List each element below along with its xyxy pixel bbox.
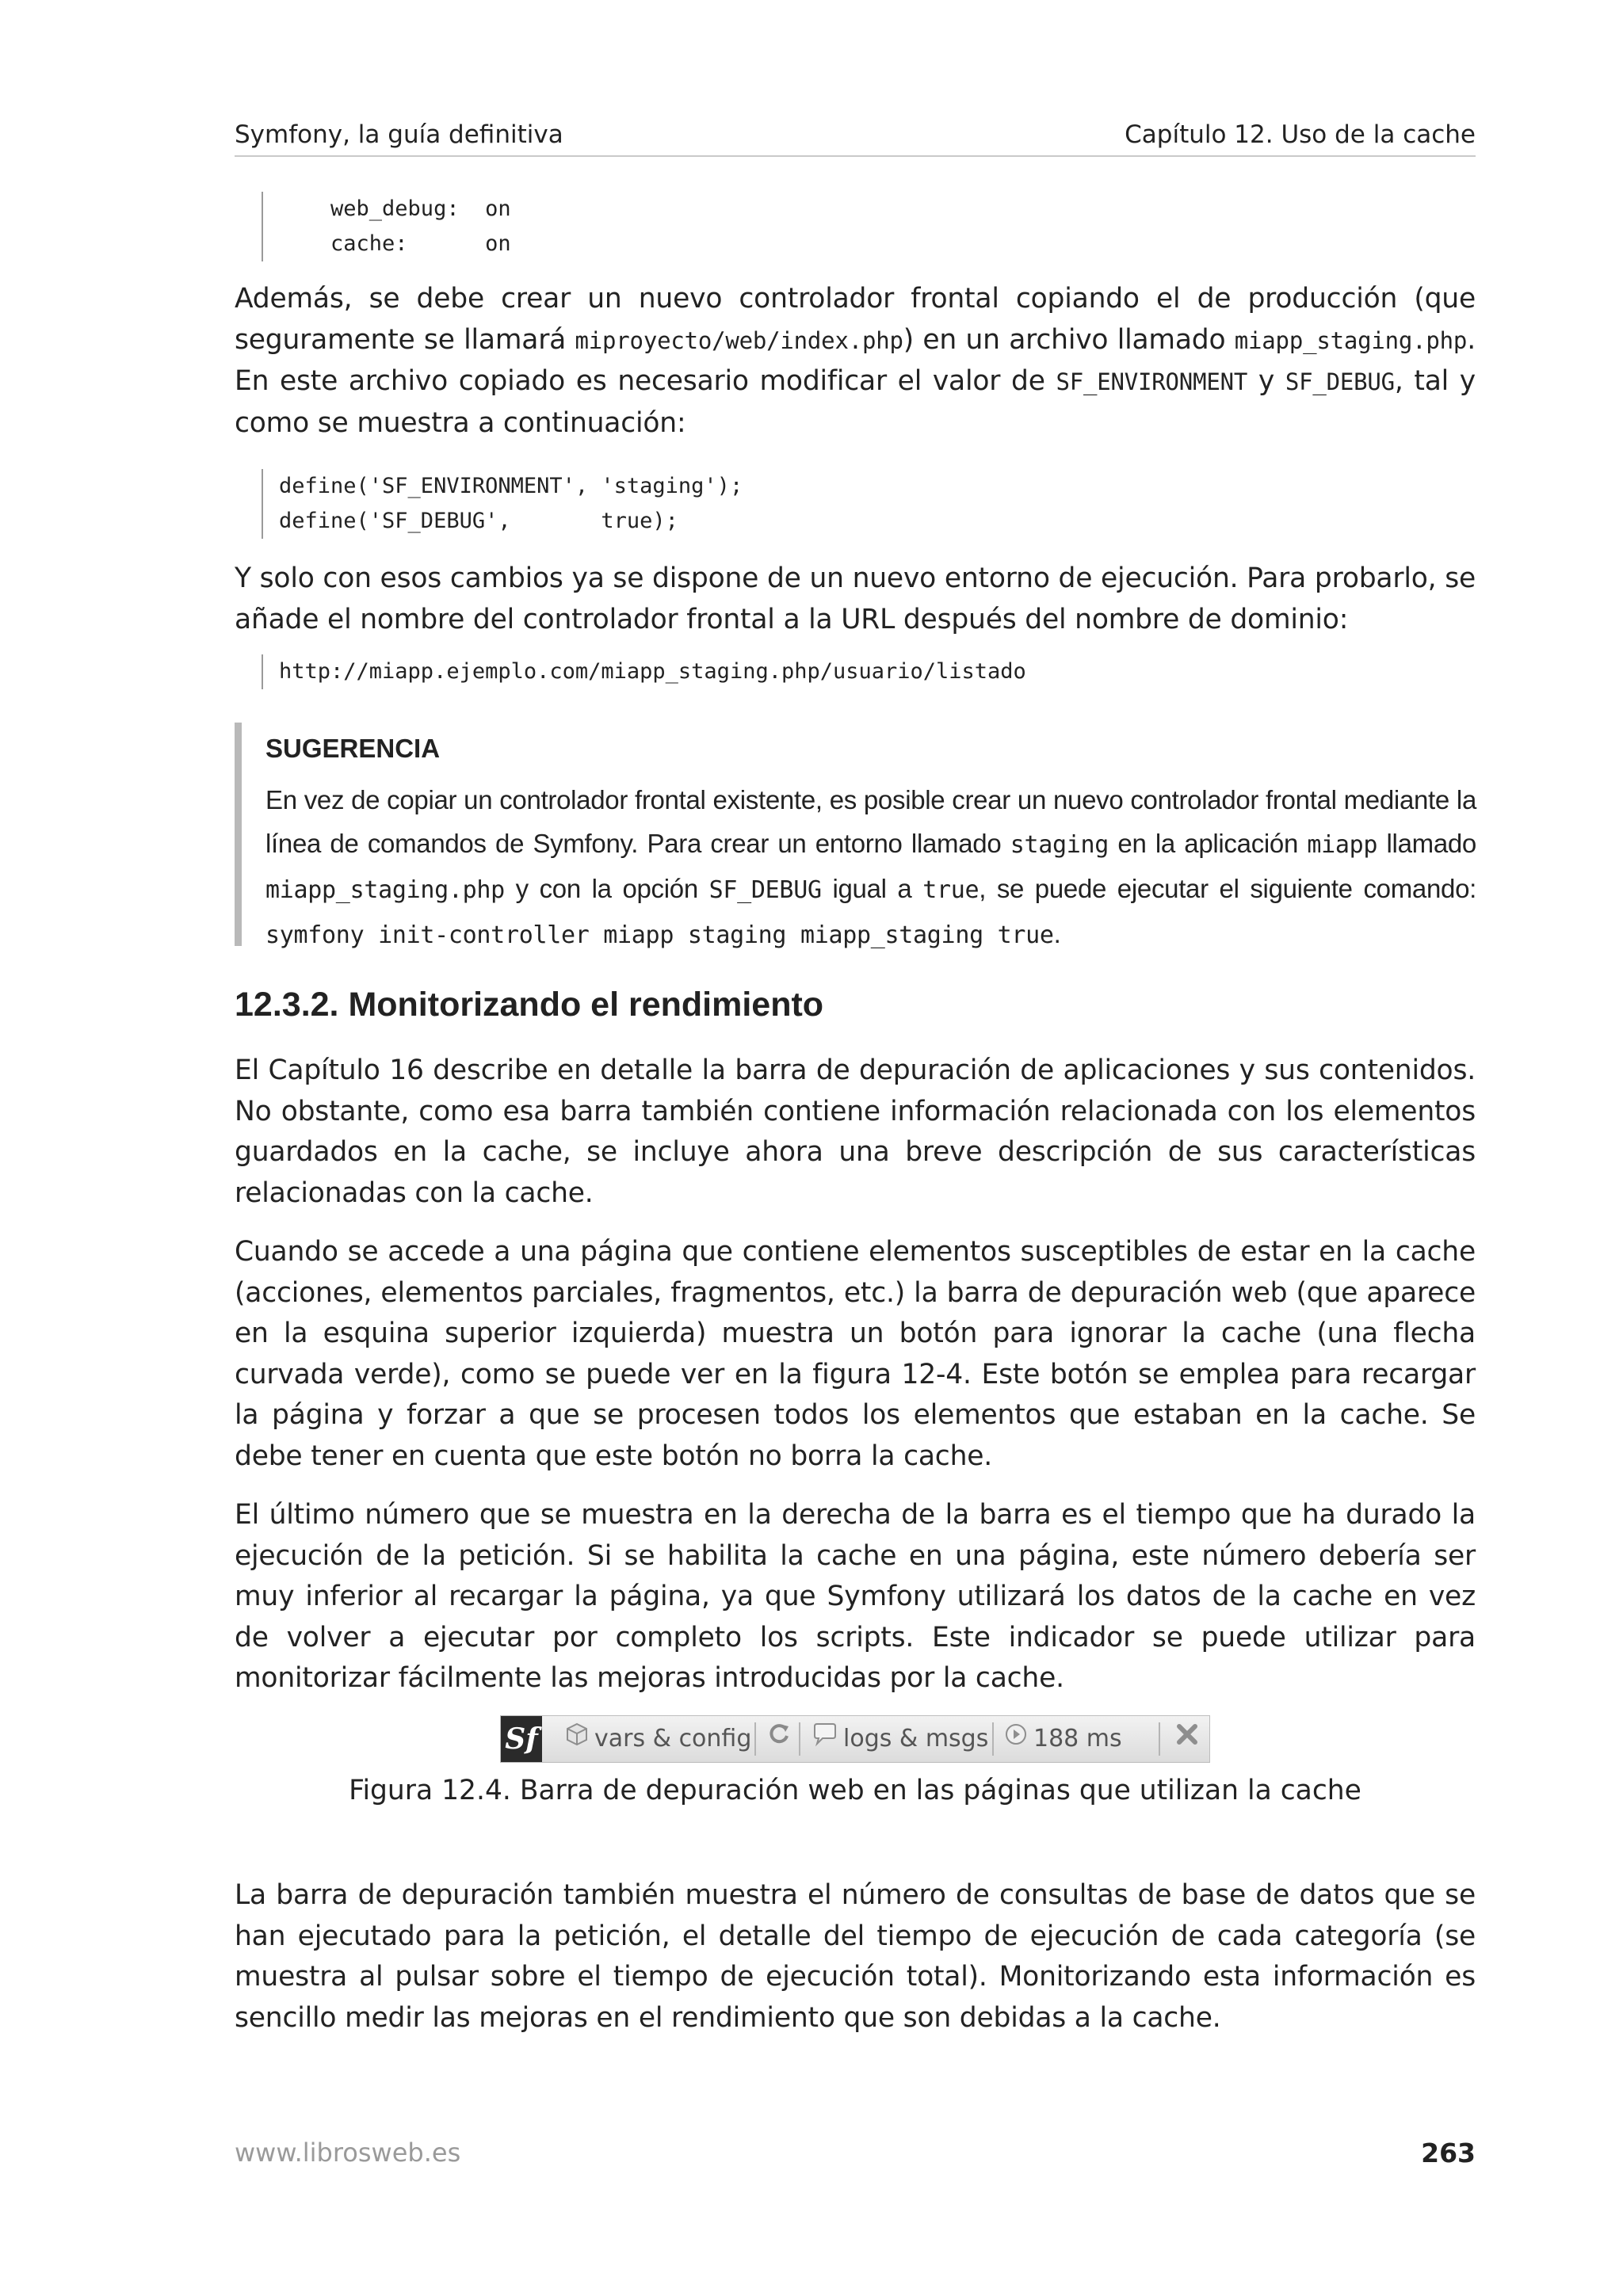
code-line: web_debug: on xyxy=(279,196,511,221)
text-run: ) en un archivo llamado xyxy=(903,323,1235,356)
section-heading: 12.3.2. Monitorizando el rendimiento xyxy=(235,986,824,1024)
logs-msgs-item xyxy=(812,1716,988,1762)
text-run: . xyxy=(1053,919,1061,948)
time-label: 188 ms xyxy=(1033,1725,1122,1753)
code-block-url: http://miapp.ejemplo.com/miapp_staging.php/usuario/listado xyxy=(262,654,1026,689)
figure-caption: Figura 12.4. Barra de depuración web en las páginas que utilizan la cache xyxy=(349,1775,1361,1806)
clock-icon xyxy=(1003,1717,1029,1763)
code-block-config xyxy=(262,192,511,261)
text-run: en la aplicación xyxy=(1109,829,1308,858)
text-run: , se puede ejecutar el siguiente comando: xyxy=(979,874,1476,903)
paragraph-db-queries: La barra de depuración también muestra el número de consultas de base de datos que se han ejecutado para la petición, el detalle del tiempo de ejecución de cada categoría (se muestra al pulsar sobre el tiempo de ejecución total). Monitorizando esta información es sencillo medir las mejoras en el rendimiento que son debidas a la cache. xyxy=(235,1879,1476,2034)
tip-title: SUGERENCIA xyxy=(265,734,441,763)
inline-code: true xyxy=(922,876,980,904)
code-line: cache: on xyxy=(279,231,511,256)
paragraph-frontcontroller xyxy=(235,279,1476,444)
text-run: Además, se debe crear un nuevo controlador frontal copiando el de producción (que seguramente se llamará xyxy=(235,283,1476,356)
inline-code: miapp xyxy=(1307,831,1378,859)
inline-code: miproyecto/web/index.php xyxy=(575,326,903,354)
toolbar-separator xyxy=(799,1722,800,1756)
toolbar-separator xyxy=(1159,1722,1160,1756)
header-chapter-title: Capítulo 12. Uso de la cache xyxy=(1125,120,1476,149)
paragraph-ignore-cache-button: Cuando se accede a una página que contiene elementos susceptibles de estar en la cache (acciones, elementos parciales, fragmentos, etc.) la barra de depuración web (que aparece en la esquina superior izquierda) muestra un botón para ignorar la cache (una flecha curvada verde), como se puede ver en la figura 12-4. Este botón se emplea para recargar la página y forzar a que se procesen todos los elementos que estaban en la cache. Se debe tener en cuenta que este botón no borra la cache. xyxy=(235,1236,1476,1472)
text-run: En vez de copiar un controlador frontal existente, es posible crear un nuevo controlador frontal mediante la línea de comandos de Symfony. Para crear un entorno llamado xyxy=(265,785,1476,858)
inline-code: SF_ENVIRONMENT xyxy=(1056,368,1248,395)
paragraph-execution-time: El último número que se muestra en la derecha de la barra es el tiempo que ha durado la ejecución de la petición. Si se habilita la cache en una página, este número debería ser muy inferior al recargar la página, ya que Symfony utilizará los datos de la cache en vez de volver a ejecutar por completo los scripts. Este indicador se puede utilizar para monitorizar fácilmente las mejoras introducidas por la cache. xyxy=(235,1499,1476,1694)
tip-box xyxy=(235,723,1476,949)
inline-code: symfony init-controller miapp staging miapp_staging true xyxy=(265,921,1054,949)
text-run: y con la opción xyxy=(504,874,709,903)
time-item xyxy=(1003,1716,1122,1762)
reload-cache-item xyxy=(766,1716,797,1762)
inline-code: staging xyxy=(1010,831,1109,859)
text-run: igual a xyxy=(821,874,923,903)
inline-code: miapp_staging.php xyxy=(265,876,505,904)
refresh-arrow-icon xyxy=(766,1717,792,1763)
text-run: . En este archivo copiado es necesario modificar el valor de xyxy=(235,323,1476,397)
code-line: define('SF_DEBUG', true); xyxy=(279,509,678,533)
vars-config-label: vars & config xyxy=(594,1725,752,1753)
paragraph-debug-bar-intro: El Capítulo 16 describe en detalle la barra de depuración de aplicaciones y sus contenidos. No obstante, como esa barra también contiene información relacionada con los elementos guardados en la cache, se incluye ahora una breve descripción de sus características relacionadas con la cache. xyxy=(235,1055,1476,1209)
text-run: , tal y como se muestra a continuación: xyxy=(235,365,1476,439)
close-icon xyxy=(1174,1717,1200,1763)
vars-config-item xyxy=(564,1716,751,1762)
text-run: llamado xyxy=(1377,829,1476,858)
page-number: 263 xyxy=(1421,2138,1476,2168)
inline-code: SF_DEBUG xyxy=(1285,368,1395,395)
text-run: y xyxy=(1247,365,1285,397)
page-header xyxy=(235,119,1476,157)
code-line: define('SF_ENVIRONMENT', 'staging'); xyxy=(279,474,743,498)
footer-site: www.librosweb.es xyxy=(235,2138,461,2168)
toolbar-separator xyxy=(992,1722,994,1756)
inline-code: SF_DEBUG xyxy=(708,876,822,904)
cube-icon xyxy=(564,1717,590,1763)
speech-bubble-icon xyxy=(812,1717,838,1763)
header-book-title: Symfony, la guía definitiva xyxy=(235,120,563,149)
symfony-logo: Sf xyxy=(501,1716,542,1762)
logs-msgs-label: logs & msgs xyxy=(843,1725,989,1753)
inline-code: miapp_staging.php xyxy=(1234,326,1468,354)
paragraph-new-environment: Y solo con esos cambios ya se dispone de un nuevo entorno de ejecución. Para probarlo, se añade el nombre del controlador frontal a la URL después del nombre de dominio: xyxy=(235,563,1476,635)
close-item xyxy=(1174,1716,1205,1762)
toolbar-separator xyxy=(754,1722,756,1756)
tip-body xyxy=(265,778,1476,957)
debug-toolbar-figure xyxy=(500,1715,1210,1763)
code-block-define xyxy=(262,469,743,539)
